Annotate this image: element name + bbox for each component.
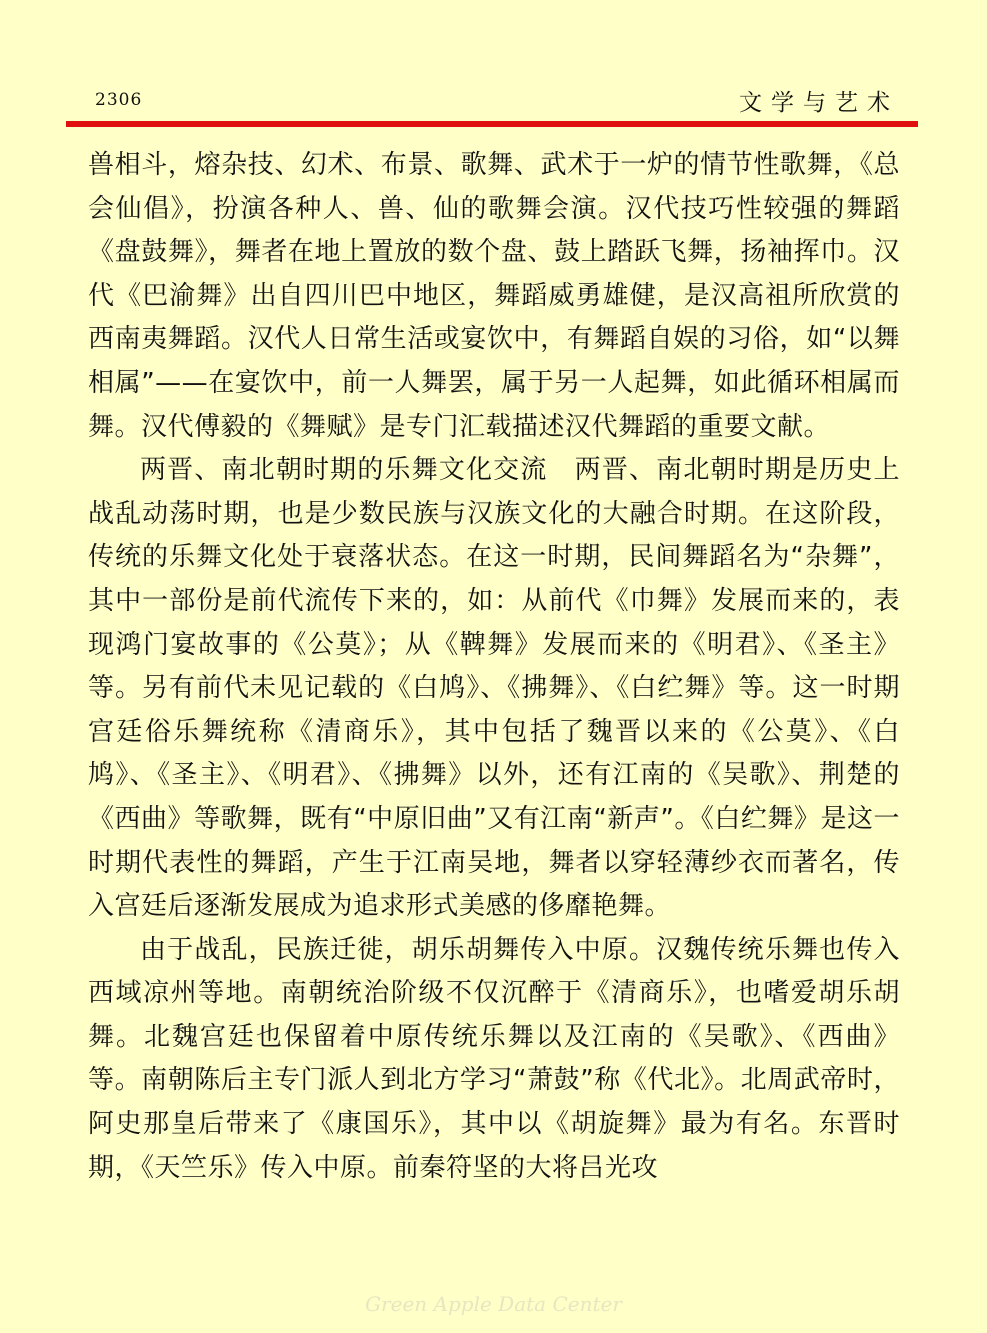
paragraph-jin-nanbei-dynasties: 两晋、南北朝时期的乐舞文化交流 两晋、南北朝时期是历史上战乱动荡时期，也是少数民族与汉族文化的大融合时期。在这阶段，传统的乐舞文化处于衰落状态。在这一时期，民间舞蹈名为“杂舞”，其中一部份是前代流传下来的，如：从前代《巾舞》发展而来的，表现鸿门宴故事的《公莫》；从《鞞舞》发展而来的《明君》、《圣主》等。另有前代未见记载的《白鸠》、《拂舞》、《白纻舞》等。这一时期宫廷俗乐舞统称《清商乐》，其中包括了魏晋以来的《公莫》、《白鸠》、《圣主》、《明君》、《拂舞》以外，还有江南的《吴歌》、荆楚的《西曲》等歌舞，既有“中原旧曲”又有江南“新声”。《白纻舞》是这一时期代表性的舞蹈，产生于江南吴地，舞者以穿轻薄纱衣而著名，传入宫廷后逐渐发展成为追求形式美感的侈靡艳舞。 <box>88 455 900 922</box>
header-divider <box>66 121 918 127</box>
section-title: 文学与艺术 <box>739 90 899 116</box>
paragraph-hu-music-dance: 由于战乱，民族迁徙，胡乐胡舞传入中原。汉魏传统乐舞也传入西域凉州等地。南朝统治阶级不仅沉醉于《清商乐》，也嗜爱胡乐胡舞。北魏宫廷也保留着中原传统乐舞以及江南的《吴歌》、《西曲》等。南朝陈后主专门派人到北方学习“萧鼓”称《代北》。北周武帝时，阿史那皇后带来了《康国乐》，其中以《胡旋舞》最为有名。东晋时期，《天竺乐》传入中原。前秦符坚的大将吕光攻 <box>88 934 900 1183</box>
page-number: 2306 <box>95 90 143 110</box>
body-text <box>88 144 900 1190</box>
watermark: Green Apple Data Center <box>365 1292 622 1316</box>
paragraph-continued: 兽相斗，熔杂技、幻术、布景、歌舞、武术于一炉的情节性歌舞，《总会仙倡》，扮演各种人、兽、仙的歌舞会演。汉代技巧性较强的舞蹈《盘鼓舞》，舞者在地上置放的数个盘、鼓上踏跃飞舞，扬袖挥巾。汉代《巴渝舞》出自四川巴中地区，舞蹈威勇雄健，是汉高祖所欣赏的西南夷舞蹈。汉代人日常生活或宴饮中，有舞蹈自娱的习俗，如“以舞相属”——在宴饮中，前一人舞罢，属于另一人起舞，如此循环相属而舞。汉代傅毅的《舞赋》是专门汇载描述汉代舞蹈的重要文献。 <box>88 150 900 442</box>
